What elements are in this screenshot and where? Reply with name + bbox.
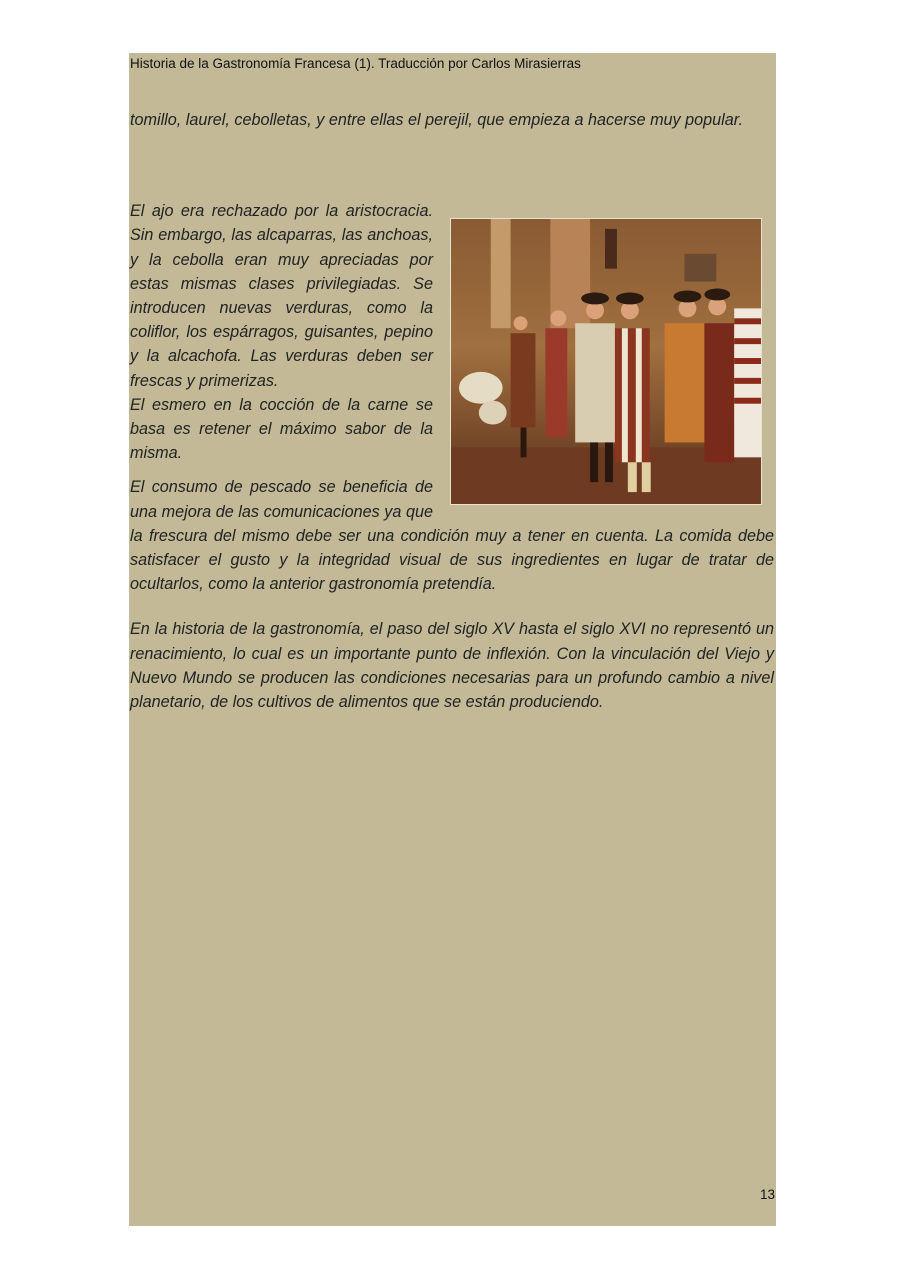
paragraph: El esmero en la cocción de la carne se basa es retener el máximo sabor de la misma. bbox=[130, 395, 433, 463]
paragraph: El consumo de pescado se beneficia de una mejora de las comunicaciones ya que la frescura del mismo debe ser una condición muy a tener en cuenta. La comida debe satisfacer el gusto y la integridad visual de sus ingredientes en lugar de tratar de ocultarlos, como la anterior gastronomía pretendía. bbox=[130, 478, 774, 594]
paragraph: El ajo era rechazado por la aristocracia. Sin embargo, las alcaparras, las anchoas, y la cebolla eran muy apreciadas por estas mismas clases privilegiadas. Se introducen nuevas verduras, como la coliflor, los espárragos, guisantes, pepino y la alcachofa. Las verduras deben ser frescas y primerizas. bbox=[130, 202, 433, 390]
page-header: Historia de la Gastronomía Francesa (1). Traducción por Carlos Mirasierras bbox=[130, 56, 581, 71]
document-page bbox=[129, 53, 776, 1226]
paragraph: En la historia de la gastronomía, el paso del siglo XV hasta el siglo XVI no representó un renacimiento, lo cual es un importante punto de inflexión. Con la vinculación del Viejo y Nuevo Mundo se producen las condiciones necesarias para un profundo cambio a nivel planetario, de los cultivos de alimentos que se están produciendo. bbox=[130, 620, 774, 712]
renaissance-painting-image bbox=[450, 218, 762, 505]
paragraph: tomillo, laurel, cebolletas, y entre ellas el perejil, que empieza a hacerse muy popular. bbox=[130, 111, 744, 129]
page-body bbox=[130, 108, 774, 714]
page-number: 13 bbox=[759, 1187, 775, 1202]
